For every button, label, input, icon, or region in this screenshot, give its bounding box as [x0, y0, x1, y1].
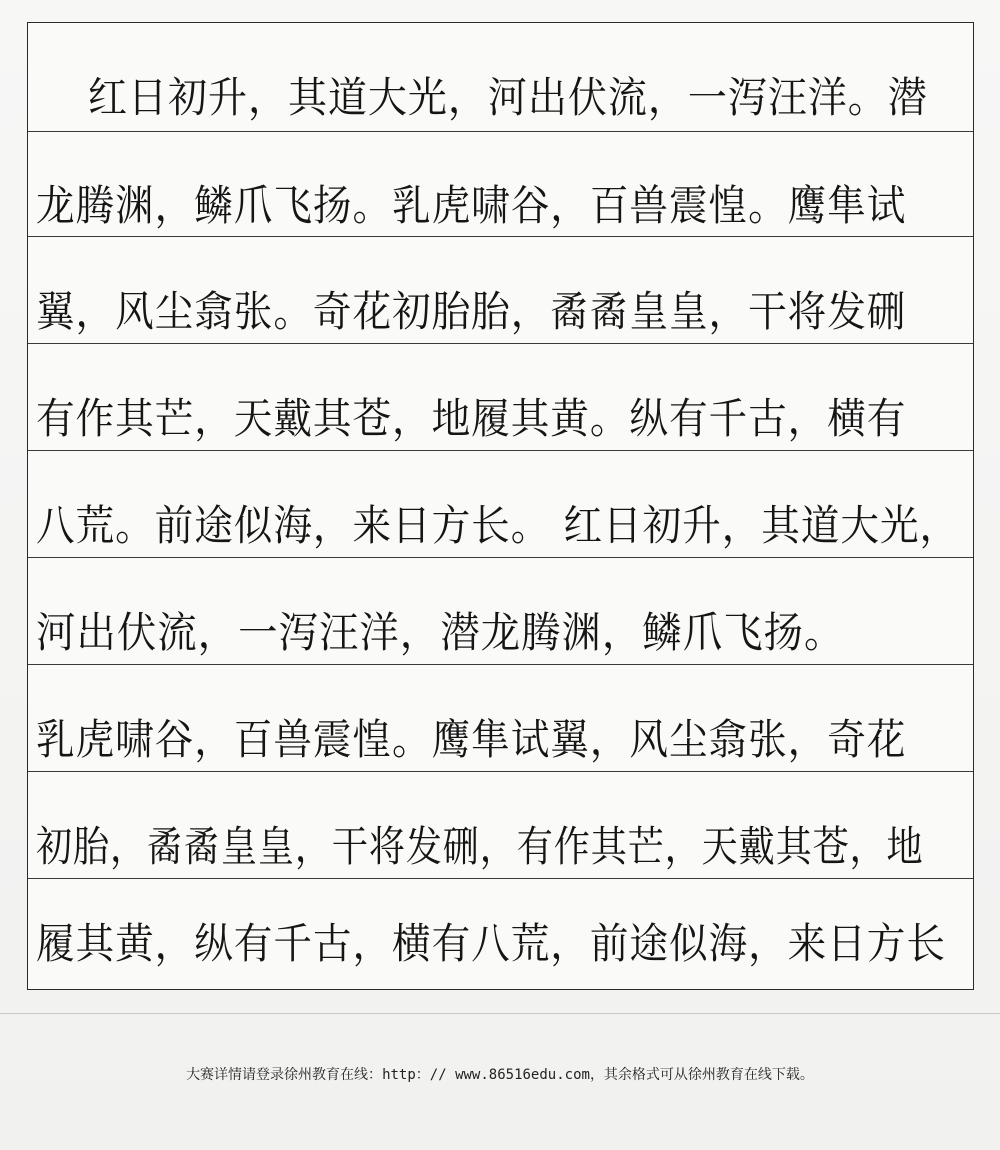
handwritten-line: 红日初升，其道大光，河出伏流，一泻汪洋。潜: [88, 73, 928, 122]
footer-prefix: 大赛详情请登录徐州教育在线：: [186, 1067, 383, 1083]
handwritten-line: 履其黄，纵有千古，横有八荒，前途似海，来日方长: [36, 919, 946, 968]
footer-url: http：// www.86516edu.com: [382, 1067, 590, 1083]
handwritten-line: 有作其芒，天戴其苍，地履其黄。纵有千古，横有: [36, 394, 907, 443]
writing-grid: [27, 22, 974, 990]
handwritten-line: 河出伏流，一泻汪洋，潜龙腾渊，鳞爪飞扬。: [36, 608, 845, 657]
footer-note: [0, 1064, 1000, 1084]
handwritten-line: 八荒。前途似海，来日方长。 红日初升，其道大光，: [36, 501, 960, 550]
handwritten-line: 初胎，矞矞皇皇，干将发硎，有作其芒，天戴其苍，地: [36, 822, 924, 871]
handwritten-line: 乳虎啸谷，百兽震惶。鹰隼试翼，风尘翕张，奇花: [36, 715, 907, 764]
handwritten-line: 龙腾渊，鳞爪飞扬。乳虎啸谷，百兽震惶。鹰隼试: [36, 181, 907, 230]
handwritten-line: 翼，风尘翕张。奇花初胎胎，矞矞皇皇，干将发硎: [36, 287, 907, 336]
footer-divider: [0, 1013, 1000, 1014]
footer-suffix: ，其余格式可从徐州教育在线下载。: [589, 1067, 814, 1083]
